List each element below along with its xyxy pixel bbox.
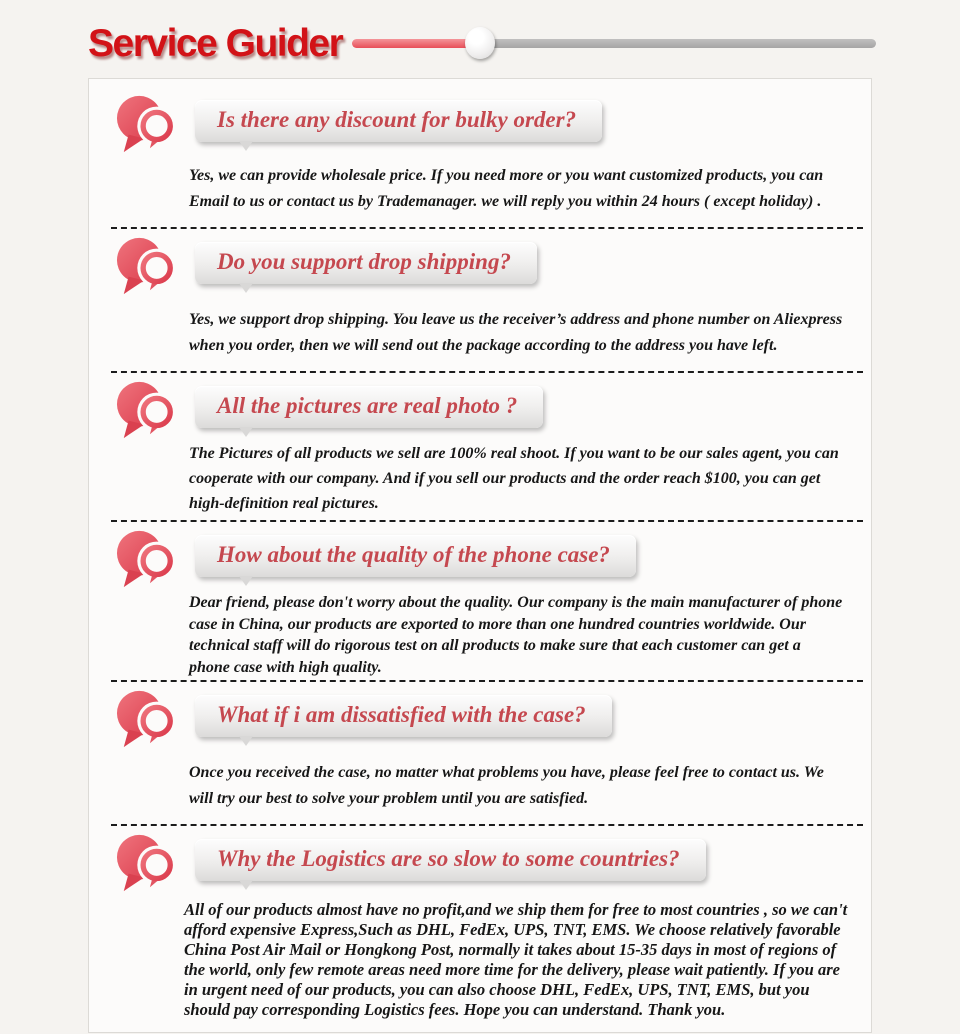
faq-question-row: [89, 379, 871, 441]
slider-knob-icon[interactable]: [465, 27, 495, 59]
dashed-divider: [111, 520, 863, 522]
chat-bubbles-icon: [111, 379, 183, 441]
answer-text: Once you received the case, no matter what problems you have, please feel free to contact us. We will try our best to solve your problem until you are satisfied.: [189, 764, 824, 807]
question-banner: [195, 386, 543, 428]
question-banner: [195, 695, 612, 737]
chat-bubbles-icon: [111, 93, 183, 155]
question-text: Why the Logistics are so slow to some countries?: [217, 846, 680, 871]
divider-slider: [352, 25, 876, 61]
answer-text: Yes, we can provide wholesale price. If you need more or you want customized products, you can Email to us or contact us by Trademanager. we will reply you within 24 hours ( except holiday) .: [189, 167, 824, 210]
faq-item: [89, 832, 871, 1020]
faq-question-row: [89, 528, 871, 590]
chat-bubbles-icon: [111, 528, 183, 590]
question-banner: [195, 535, 636, 577]
question-banner: [195, 839, 706, 881]
chat-bubbles-icon: [111, 235, 183, 297]
answer-text: All of our products almost have no profit,and we ship them for free to most countries , so we can't afford expensive Express,Such as DHL, FedEx, UPS, TNT, EMS. We choose relatively favorable China Post Air Mail or Hongkong Post, normally it takes about 15-35 days in most of regions of the world, only few remote areas need more time for the delivery, please wait patiently. If you are in urgent need of our products, you can also choose DHL, FedEx, UPS, TNT, EMS, but you should pay corresponding Logistics fees. Hope you can understand. Thank you.: [184, 900, 848, 1019]
answer-text: Dear friend, please don't worry about the quality. Our company is the main manufacturer of phone case in China, our products are exported to more than one hundred countries worldwide. Our technical staff will do rigorous test on all products to make sure that each customer can get a phone case with high quality.: [189, 594, 843, 676]
faq-panel: [88, 78, 872, 1033]
dashed-divider: [111, 371, 863, 373]
page-header: [0, 0, 960, 64]
faq-item: [89, 93, 871, 229]
question-text: What if i am dissatisfied with the case?: [217, 702, 586, 727]
chat-bubbles-icon: [111, 688, 183, 750]
dashed-divider: [111, 227, 863, 229]
answer-text: The Pictures of all products we sell are 100% real shoot. If you want to be our sales agent, you can cooperate with our company. And if you sell our products and the order reach $100, you can get high-definition real pictures.: [189, 445, 839, 512]
page-title: Service Guider: [88, 21, 343, 65]
faq-question-row: [89, 832, 871, 894]
faq-item: [89, 235, 871, 373]
faq-question-row: [89, 235, 871, 297]
chat-bubbles-icon: [111, 832, 183, 894]
faq-item: [89, 379, 871, 522]
question-text: How about the quality of the phone case?: [217, 542, 610, 567]
question-banner: [195, 242, 537, 284]
question-text: Is there any discount for bulky order?: [217, 107, 577, 132]
slider-filled-track: [352, 39, 470, 48]
faq-item: [89, 528, 871, 682]
dashed-divider: [111, 680, 863, 682]
dashed-divider: [111, 824, 863, 826]
question-text: All the pictures are real photo ?: [217, 393, 518, 418]
answer-text: Yes, we support drop shipping. You leave us the receiver’s address and phone number on Aliexpress when you order, then we will send out the package according to the address you have left.: [189, 311, 843, 354]
faq-question-row: [89, 93, 871, 155]
question-text: Do you support drop shipping?: [217, 249, 511, 274]
question-banner: [195, 100, 602, 142]
slider-track: [484, 39, 876, 48]
faq-item: [89, 688, 871, 826]
faq-question-row: [89, 688, 871, 750]
